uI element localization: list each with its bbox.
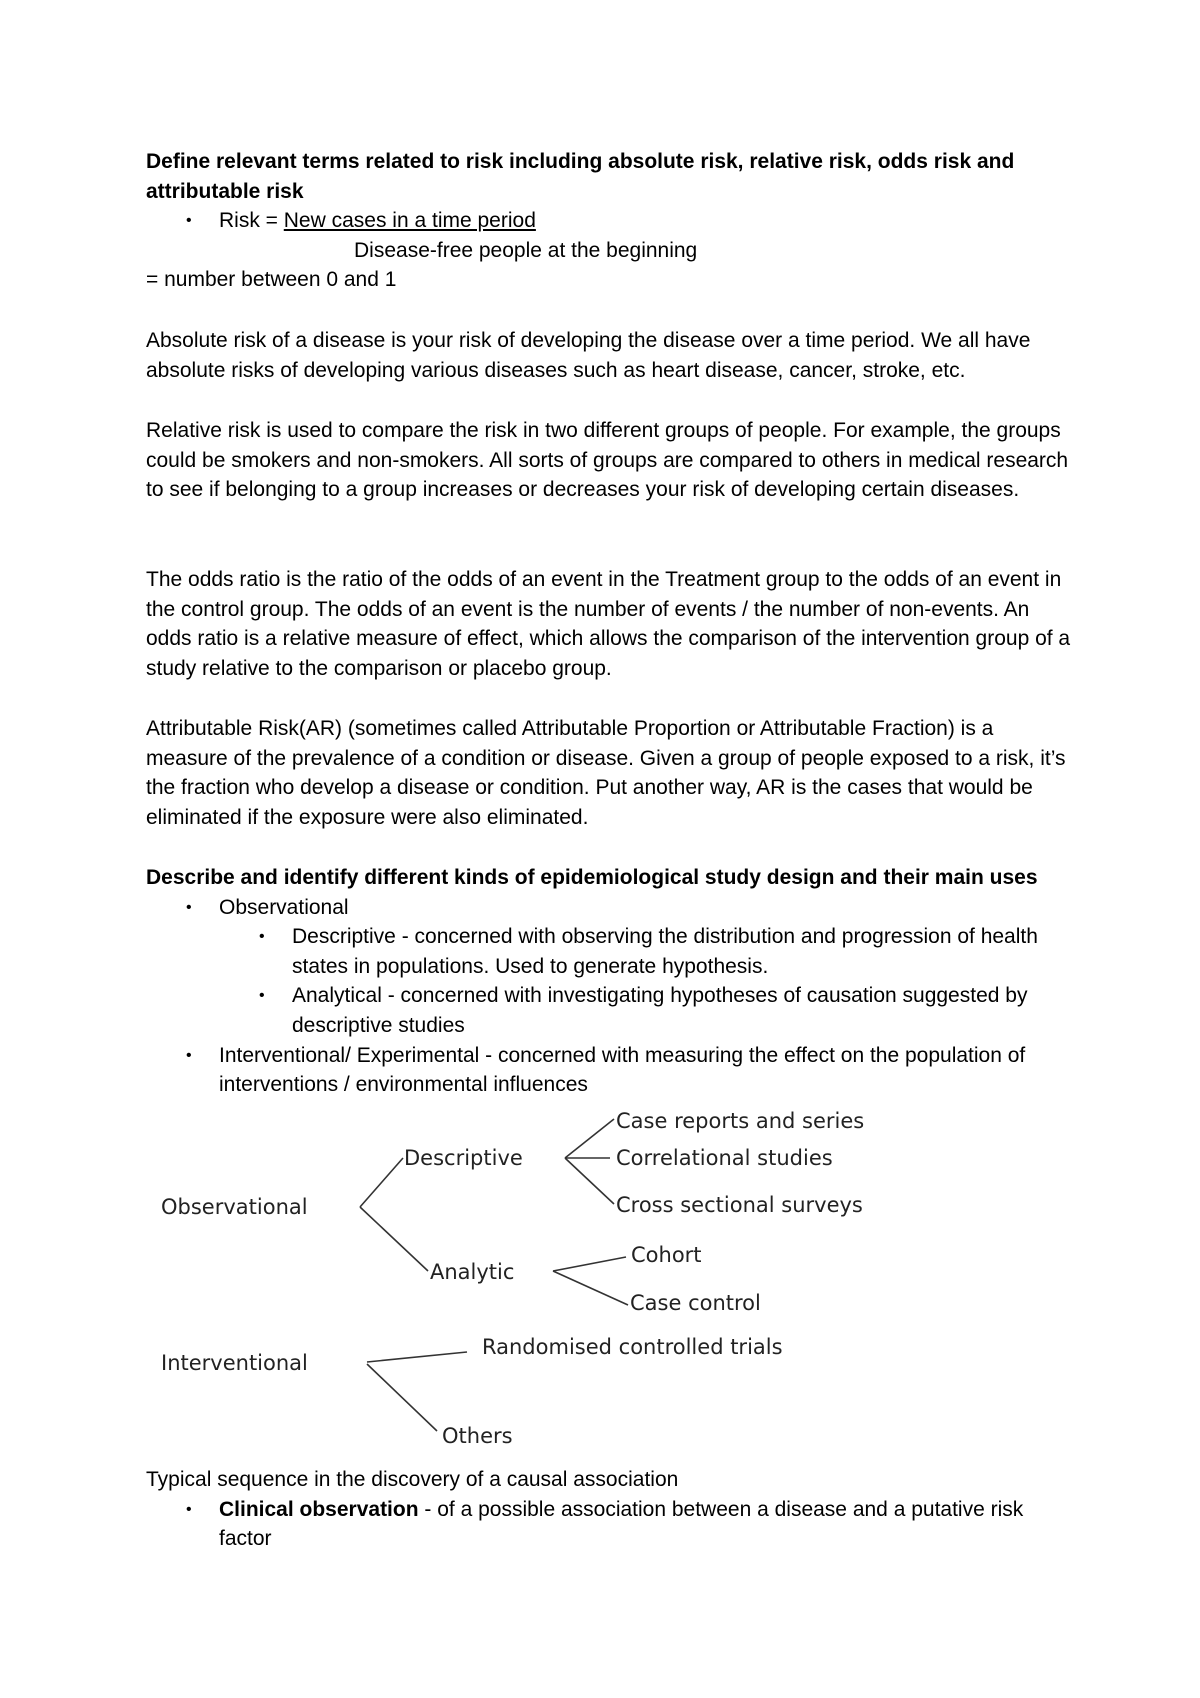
branch-line — [553, 1271, 628, 1305]
branch-line — [553, 1257, 626, 1271]
diagram-rct: Randomised controlled trials — [482, 1335, 783, 1359]
risk-range: = number between 0 and 1 — [146, 268, 397, 292]
list-item-clinical-observation — [146, 1495, 1076, 1554]
clinical-observation-text: - of a possible association between a disease and a putative risk factor — [219, 1497, 1024, 1551]
causal-sequence-intro: Typical sequence in the discovery of a causal association — [146, 1468, 679, 1491]
diagram-interventional: Interventional — [161, 1351, 308, 1375]
risk-section — [146, 147, 1076, 295]
bullet-icon: • — [186, 1500, 192, 1518]
bullet-icon: • — [186, 898, 192, 916]
bullet-icon: • — [186, 212, 192, 230]
diagram-case-reports: Case reports and series — [616, 1109, 865, 1133]
diagram-cross-sectional: Cross sectional surveys — [616, 1193, 863, 1217]
study-design-diagram — [0, 1098, 1200, 1458]
list-item-observational — [146, 893, 1076, 923]
diagram-observational: Observational — [161, 1195, 308, 1219]
diagram-analytic: Analytic — [430, 1260, 515, 1284]
diagram-descriptive: Descriptive — [404, 1146, 523, 1170]
branch-line — [360, 1158, 403, 1207]
bullet-icon: • — [259, 928, 265, 946]
risk-numerator: New cases in a time period — [283, 209, 536, 233]
analytical-text: Analytical - concerned with investigating hypotheses of causation suggested by descriptive studies — [292, 984, 1028, 1037]
descriptive-text: Descriptive - concerned with observing the distribution and progression of health states in populations. Used to generate hypothesis. — [292, 925, 1038, 978]
relative-risk-paragraph: Relative risk is used to compare the risk in two different groups of people. For example, the groups could be smokers and non-smokers. All sorts of groups are compared to others in medical research to see if belonging to a group increases or decreases your risk of developing certain diseases. — [146, 419, 1069, 502]
risk-formula-list — [146, 206, 1076, 265]
odds-ratio-paragraph: The odds ratio is the ratio of the odds of an event in the Treatment group to the odds of an event in the control group. The odds of an event is the number of events / the number of non-events. An odds ratio is a relative measure of effect, which allows the comparison of the intervention group of a study relative to the comparison or placebo group. — [146, 568, 1071, 680]
risk-label: Risk = — [219, 209, 284, 233]
list-item-descriptive — [146, 922, 1076, 981]
risk-denominator: Disease-free people at the beginning — [354, 238, 698, 262]
interventional-text: Interventional/ Experimental - concerned with measuring the effect on the population of interventions / environmental influences — [219, 1043, 1026, 1097]
clinical-observation-label: Clinical observation — [219, 1497, 419, 1521]
diagram-correlational: Correlational studies — [616, 1146, 833, 1170]
diagram-cohort: Cohort — [631, 1243, 702, 1267]
study-design-heading: Describe and identify different kinds of epidemiological study design and their main uses — [146, 866, 1038, 889]
risk-heading: Define relevant terms related to risk including absolute risk, relative risk, odds risk and attributable risk — [146, 150, 1015, 203]
bullet-icon: • — [259, 987, 265, 1005]
list-item-analytical — [146, 981, 1076, 1040]
branch-line — [367, 1364, 437, 1431]
study-design-list — [146, 893, 1076, 1100]
branch-line — [565, 1119, 614, 1158]
list-item-interventional — [146, 1041, 1076, 1100]
observational-text: Observational — [219, 895, 349, 919]
causal-sequence-section — [146, 1465, 1076, 1554]
causal-sequence-list — [146, 1495, 1076, 1554]
risk-formula — [146, 206, 1076, 265]
branch-line — [565, 1158, 614, 1204]
branch-line — [360, 1207, 428, 1271]
absolute-risk-paragraph: Absolute risk of a disease is your risk of developing the disease over a time period. We all have absolute risks of developing various diseases such as heart disease, cancer, stroke, etc. — [146, 329, 1031, 382]
study-design-section — [146, 863, 1076, 1100]
bullet-icon: • — [186, 1046, 192, 1064]
branch-line — [367, 1352, 467, 1362]
attributable-risk-paragraph: Attributable Risk(AR) (sometimes called Attributable Proportion or Attributable Fraction) is a measure of the prevalence of a condition or disease. Given a group of people exposed to a risk, it’s the fraction who develop a disease or condition. Put another way, AR is the cases that would be eliminated if the exposure were also eliminated. — [146, 717, 1066, 829]
diagram-case-control: Case control — [630, 1291, 761, 1315]
diagram-others: Others — [442, 1424, 513, 1448]
